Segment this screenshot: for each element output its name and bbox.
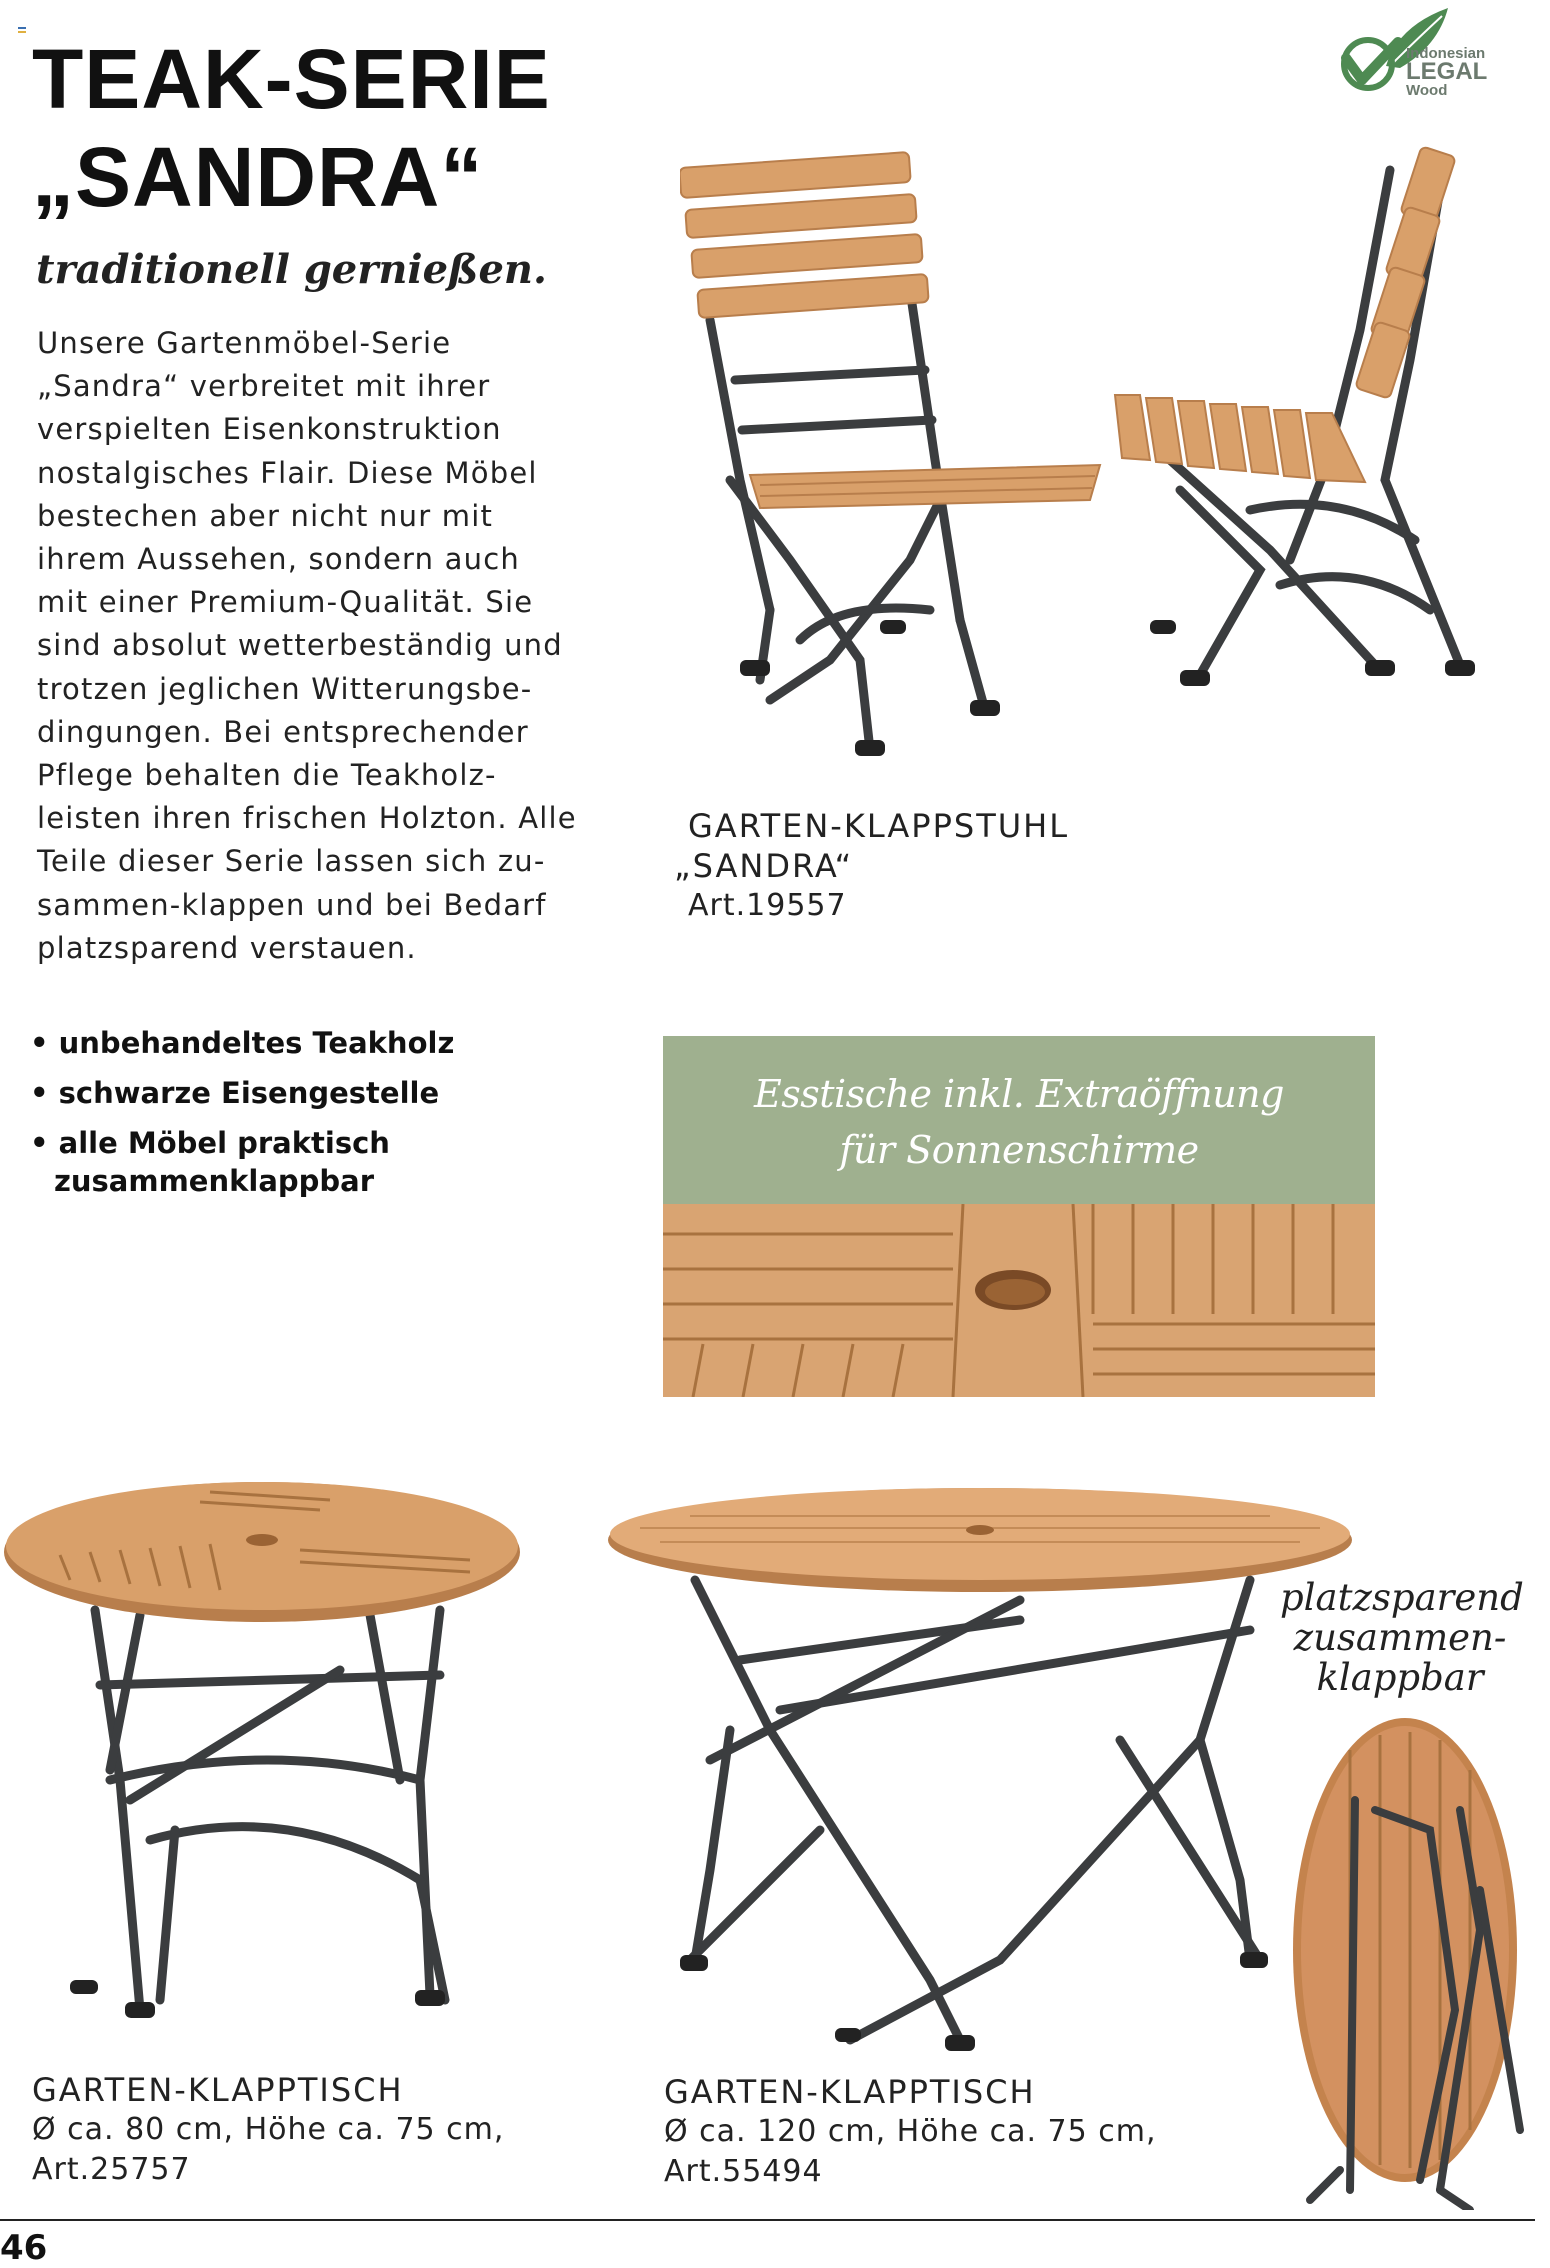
logo-line-3: Wood: [1406, 82, 1448, 99]
logo-line-1: Indonesian: [1406, 45, 1486, 62]
corner-mark: [18, 18, 26, 24]
legal-wood-logo: [1338, 6, 1508, 106]
title-line-2: „SANDRA“: [32, 130, 484, 224]
chair-caption: [674, 806, 1070, 926]
body-line: mit einer Premium-Qualität. Sie: [37, 585, 534, 620]
table-large-name: GARTEN-KLAPPTISCH: [664, 2073, 1036, 2111]
tabletop-closeup-photo: [663, 1204, 1375, 1397]
folded-table-photo: [1280, 1710, 1530, 2210]
body-line: sind absolut wetterbeständig und: [37, 628, 563, 663]
foldable-note: [1280, 1576, 1524, 1699]
description-text: [37, 322, 577, 970]
body-line: sammen-klappen und bei Bedarf: [37, 887, 547, 922]
table-small-caption: [32, 2070, 504, 2190]
foldable-note-line-2: zusammen-: [1293, 1616, 1507, 1659]
table-large-photo: [600, 1480, 1360, 2060]
page-number: 46: [0, 2228, 48, 2268]
table-large-article-number: Art.55494: [664, 2154, 823, 2189]
table-small-dimensions: Ø ca. 80 cm, Höhe ca. 75 cm,: [32, 2112, 505, 2147]
chair-photo-side: [1110, 130, 1510, 720]
banner-line-1: Esstische inkl. Extraöffnung: [754, 1072, 1284, 1116]
body-line: dingungen. Bei entsprechender: [37, 714, 529, 749]
chair-article-number: Art.19557: [688, 888, 847, 923]
body-line: platzsparend verstauen.: [37, 930, 417, 965]
table-small-photo: [0, 1480, 525, 2040]
body-line: ihrem Aussehen, sondern auch: [37, 542, 520, 577]
feature-item: • alle Möbel praktisch: [30, 1126, 390, 1160]
feature-item: • unbehandeltes Teakholz: [30, 1026, 455, 1060]
foldable-note-line-1: platzsparend: [1280, 1576, 1524, 1619]
logo-line-2: LEGAL: [1406, 58, 1488, 85]
body-line: bestechen aber nicht nur mit: [37, 498, 494, 533]
title-line-1: TEAK-SERIE: [32, 32, 551, 126]
foldable-note-line-3: klappbar: [1316, 1656, 1484, 1699]
body-line: nostalgisches Flair. Diese Möbel: [37, 455, 538, 490]
feature-list: [30, 1018, 454, 1206]
feature-banner: [663, 1036, 1375, 1204]
table-small-article-number: Art.25757: [32, 2152, 191, 2187]
body-line: verspielten Eisenkonstruktion: [37, 412, 502, 447]
footer-divider: [0, 2219, 1535, 2221]
body-line: Unsere Gartenmöbel-Serie: [37, 326, 452, 360]
feature-item: • schwarze Eisengestelle: [30, 1076, 440, 1110]
body-line: Pflege behalten die Teakholz-: [37, 758, 497, 793]
table-large-caption: [664, 2072, 1157, 2192]
chair-photo-front: [680, 140, 1110, 780]
feature-item-continued: zusammenklappbar: [54, 1164, 375, 1198]
chair-name-line-2: „SANDRA“: [674, 847, 854, 885]
banner-line-2: für Sonnenschirme: [839, 1128, 1199, 1172]
table-small-name: GARTEN-KLAPPTISCH: [32, 2071, 404, 2109]
body-line: Teile dieser Serie lassen sich zu-: [37, 844, 546, 879]
page-title: [32, 30, 551, 226]
chair-name-line-1: GARTEN-KLAPPSTUHL: [688, 807, 1070, 845]
body-line: trotzen jeglichen Witterungsbe-: [37, 671, 533, 706]
table-large-dimensions: Ø ca. 120 cm, Höhe ca. 75 cm,: [664, 2114, 1157, 2149]
subtitle: traditionell gernießen.: [36, 246, 547, 293]
body-line: „Sandra“ verbreitet mit ihrer: [37, 369, 491, 404]
body-line: leisten ihren frischen Holzton. Alle: [37, 801, 577, 836]
